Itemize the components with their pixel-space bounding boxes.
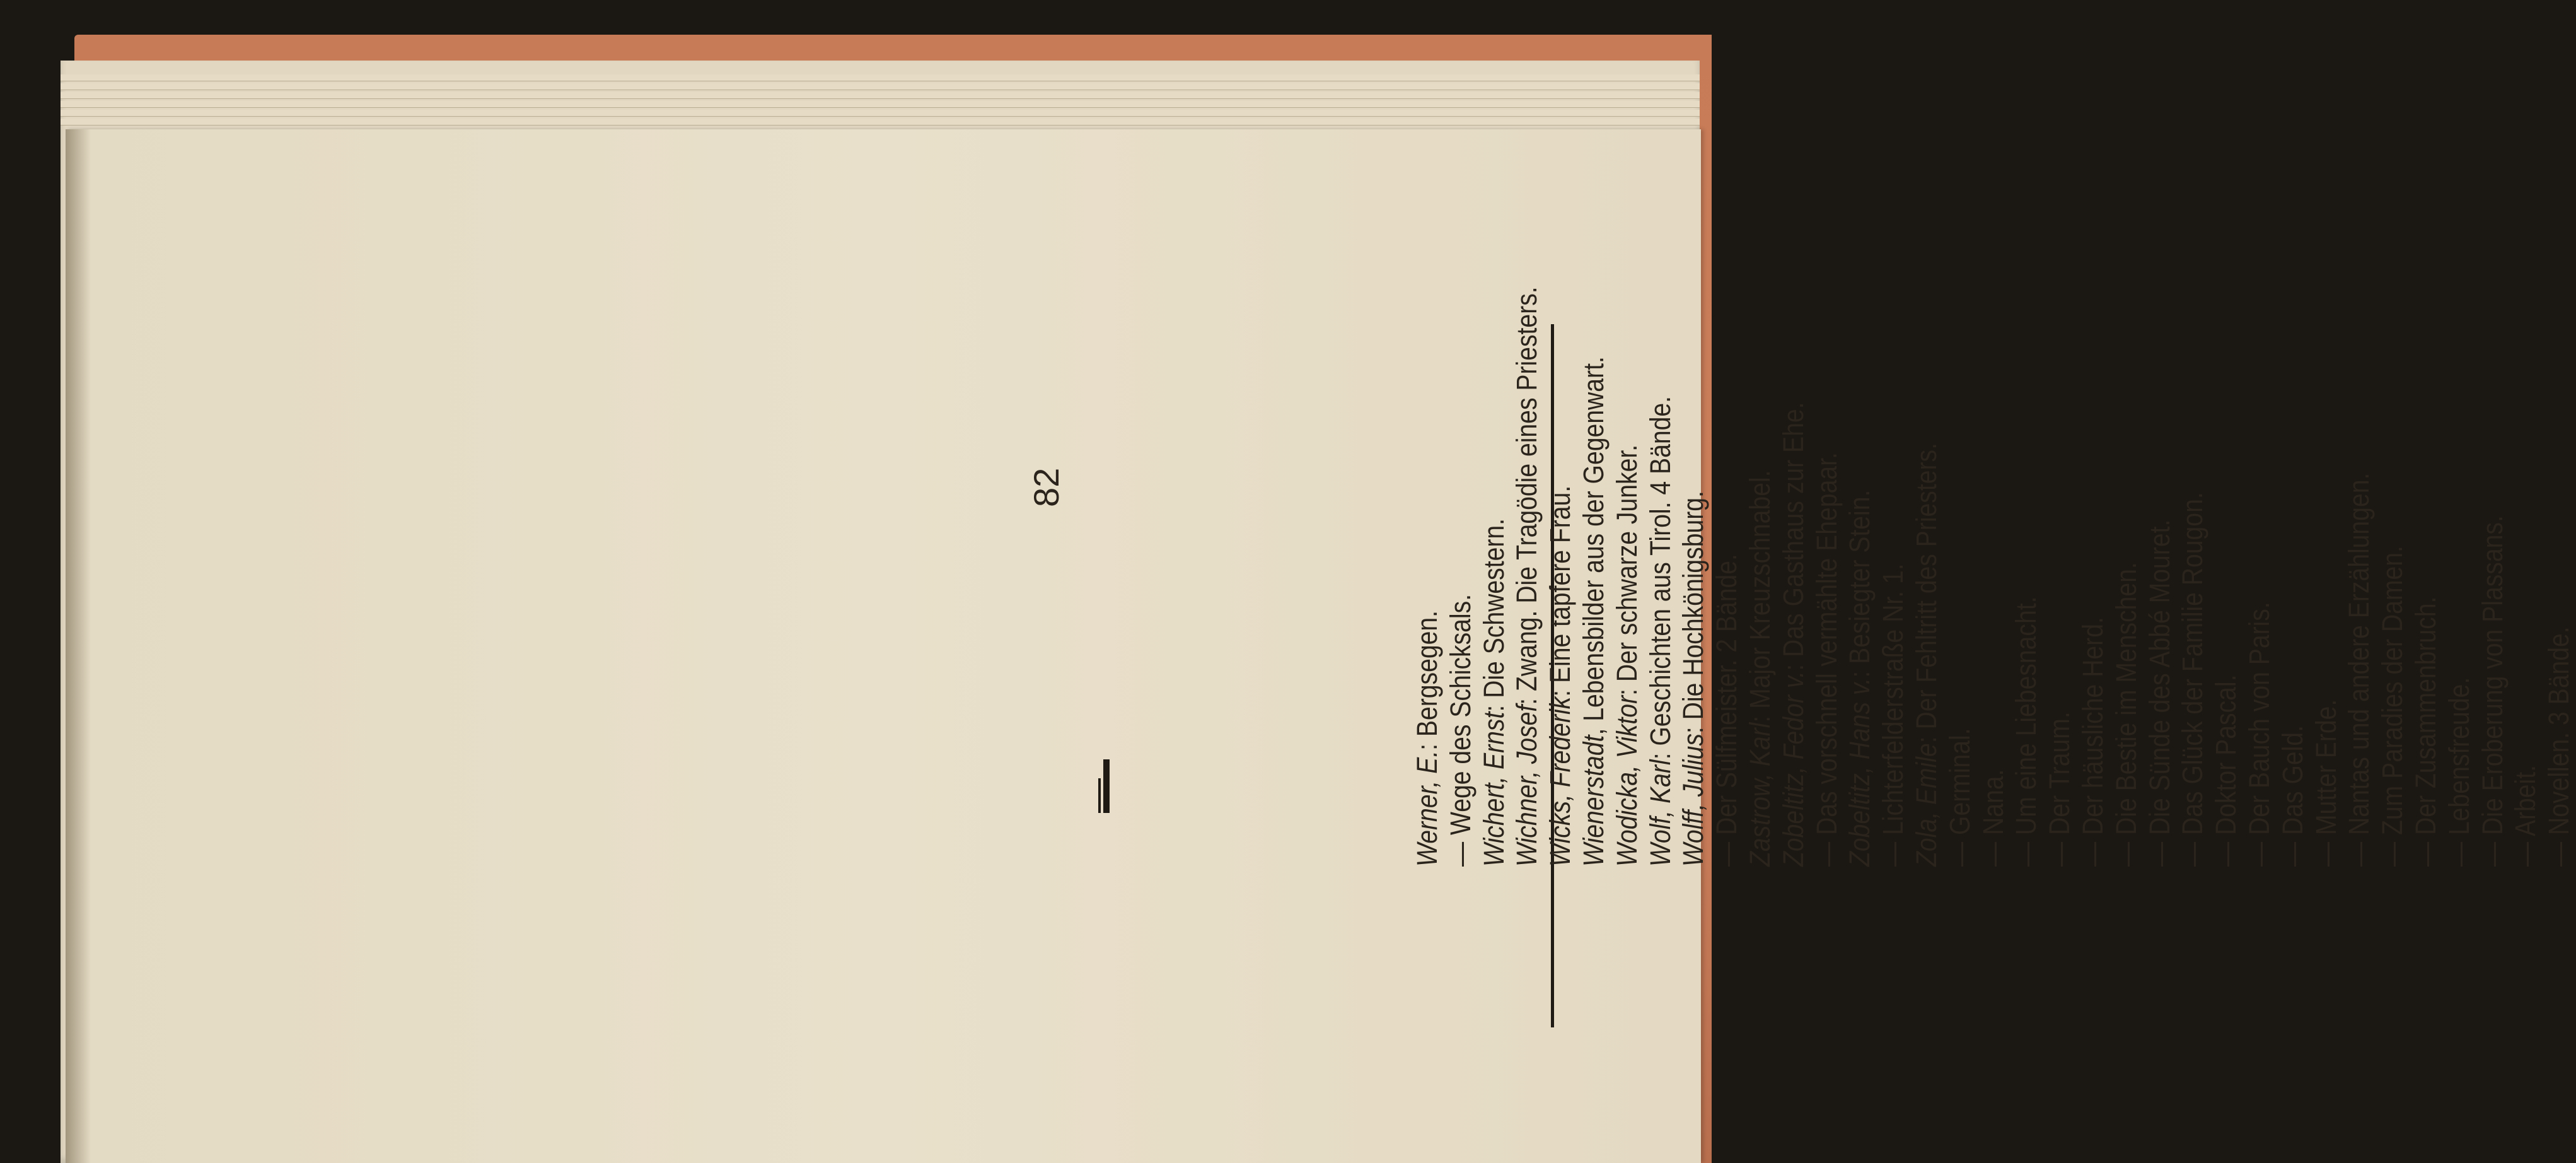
author-name: Zobeltitz, Hans v. xyxy=(1843,677,1876,867)
listing-entry xyxy=(1910,243,1944,867)
separator: : xyxy=(1411,737,1443,751)
separator: : xyxy=(1677,720,1710,734)
end-rule xyxy=(1103,759,1110,813)
listing-entry xyxy=(1944,243,1977,867)
ditto-dash: — xyxy=(2109,834,2142,867)
book-listing xyxy=(1411,141,2576,867)
book-title: Der Sülfmeister. 2 Bände. xyxy=(1710,554,1743,835)
listing-entry xyxy=(2144,243,2177,867)
ditto-dash: — xyxy=(2242,834,2275,867)
separator: : xyxy=(1610,682,1643,696)
author-name: Zobeltitz, Fedor v. xyxy=(1777,670,1809,867)
ditto-dash: — xyxy=(2176,834,2209,867)
ditto-dash: — xyxy=(2376,834,2409,867)
listing-entry xyxy=(1677,243,1710,867)
listing-entry xyxy=(2443,243,2476,867)
listing-entry xyxy=(1611,243,1644,867)
page-number: 82 xyxy=(1026,467,1066,507)
ditto-dash: — xyxy=(2276,834,2309,867)
listing-entry xyxy=(1977,243,2010,867)
book-title: Die Bestie im Menschen. xyxy=(2109,562,2142,835)
book-title: Der Fehltritt des Priesters. xyxy=(1910,443,1942,730)
end-rule-small xyxy=(1098,778,1101,813)
book-title: Die Eroberung von Plassans. xyxy=(2476,515,2509,835)
book-title: Um eine Liebesnacht. xyxy=(2010,596,2043,835)
book-title: Nana. xyxy=(1976,769,2009,835)
separator: : xyxy=(1843,663,1876,678)
listing-entry xyxy=(1644,243,1678,867)
separator: : xyxy=(1777,657,1809,671)
listing-entry xyxy=(1811,243,1844,867)
listing-entry xyxy=(1777,243,1811,867)
listing-entry xyxy=(2410,243,2443,867)
ditto-dash: — xyxy=(1976,834,2009,867)
book-title: Arbeit. xyxy=(2509,765,2542,837)
ditto-dash: — xyxy=(1877,834,1910,867)
ditto-dash: — xyxy=(2210,834,2242,867)
ditto-dash: — xyxy=(2043,834,2076,867)
book-title: Der häusliche Herd. xyxy=(2076,617,2109,835)
book-title: Das Geld. xyxy=(2276,725,2309,835)
ditto-dash: — xyxy=(2509,836,2542,867)
ditto-dash: — xyxy=(2476,834,2509,867)
book-title: Zwang. Die Tragödie eines Priesters. xyxy=(1511,286,1543,691)
listing-entry xyxy=(1710,243,1744,867)
listing-entry xyxy=(2176,243,2210,867)
author-name: Wolff, Julius xyxy=(1677,733,1710,867)
book-title: Die Sünde des Abbé Mouret. xyxy=(2143,519,2176,835)
book-title: Germinal. xyxy=(1943,728,1976,835)
listing-entry xyxy=(2243,243,2277,867)
listing-entry xyxy=(1843,243,1877,867)
book-title: Das vorschnell vermählte Ehepaar. xyxy=(1810,452,1843,835)
book-title: Major Kreuzschnabel. xyxy=(1743,470,1776,709)
book-title: Besiegter Stein. xyxy=(1843,489,1876,664)
listing-entry xyxy=(1744,243,1777,867)
ditto-dash: — xyxy=(2143,834,2176,867)
author-name: Werner, E. xyxy=(1411,750,1443,867)
book-title: Bergsegen. xyxy=(1411,610,1443,737)
separator: : xyxy=(1910,729,1942,744)
listing-entry xyxy=(1444,243,1478,867)
listing-entry xyxy=(1544,243,1577,867)
listing-entry xyxy=(2210,243,2243,867)
listing-entry xyxy=(2509,243,2543,867)
book-title: Eine tapfere Frau. xyxy=(1544,485,1577,684)
book-title: Das Gasthaus zur Ehe. xyxy=(1777,402,1809,657)
ditto-dash: — xyxy=(2309,834,2342,867)
listing-entry xyxy=(2343,243,2376,867)
book-title: Mutter Erde. xyxy=(2309,699,2342,835)
ditto-dash: — xyxy=(1444,834,1477,867)
listing-entry xyxy=(1411,243,1444,867)
separator: : xyxy=(1477,698,1510,712)
book-title: Die Schwestern. xyxy=(1477,518,1510,698)
ditto-dash: — xyxy=(1943,834,1976,867)
listing-entry xyxy=(1577,243,1611,867)
listing-entry xyxy=(1511,243,1544,867)
separator: : xyxy=(1544,683,1577,697)
separator: : xyxy=(1644,745,1676,760)
ditto-dash: — xyxy=(2543,834,2575,867)
listing-entry xyxy=(2476,243,2510,867)
author-name: Wichner, Josef xyxy=(1511,704,1543,867)
book-title: Lichterfelderstraße Nr. 1. xyxy=(1877,563,1910,835)
listing-entry xyxy=(1478,243,1511,867)
ditto-dash: — xyxy=(2442,834,2475,867)
listing-entry xyxy=(2110,243,2144,867)
listing-entry xyxy=(2543,243,2576,867)
ditto-dash: — xyxy=(2409,834,2442,867)
book-title: Zum Paradies der Damen. xyxy=(2376,546,2409,835)
author-name: Wichert, Ernst xyxy=(1477,711,1510,867)
ditto-dash: — xyxy=(2076,834,2109,867)
listing-entry xyxy=(1877,243,1910,867)
author-name: Wienerstadt xyxy=(1577,735,1610,867)
author-name: Wicks, Frederik xyxy=(1544,696,1577,867)
author-name: Wolf, Karl xyxy=(1644,759,1676,867)
author-name: Zastrow, Karl xyxy=(1743,722,1776,867)
book-title: Nantas und andere Erzählungen. xyxy=(2343,472,2376,835)
book-title: Wege des Schicksals. xyxy=(1444,593,1477,835)
ditto-dash: — xyxy=(2010,834,2043,867)
book-title: Novellen. 3 Bände. xyxy=(2543,626,2575,835)
book-title: Doktor Pascal. xyxy=(2210,674,2242,835)
listing-entry xyxy=(2077,243,2110,867)
book-title: Das Glück der Familie Rougon. xyxy=(2176,492,2209,835)
listing-entry xyxy=(2043,243,2077,867)
ditto-dash: — xyxy=(1710,834,1743,867)
author-name: Zola, Emile xyxy=(1910,743,1942,867)
book-title: Der Bauch von Paris. xyxy=(2242,602,2275,835)
book-title: Die Hochkönigsburg. xyxy=(1677,491,1710,720)
book-title: Der schwarze Junker. xyxy=(1610,444,1643,682)
book-title: Der Zusammenbruch. xyxy=(2409,596,2442,835)
separator: , xyxy=(1577,721,1610,735)
listing-entry xyxy=(2277,243,2310,867)
ditto-dash: — xyxy=(2343,834,2376,867)
listing-entry xyxy=(2310,243,2343,867)
listing-entry xyxy=(2376,243,2410,867)
book-title: Geschichten aus Tirol. 4 Bände. xyxy=(1644,395,1676,746)
book-title: Lebensbilder aus der Gegenwart. xyxy=(1577,356,1610,722)
book-title: Der Traum. xyxy=(2043,711,2076,835)
separator: : xyxy=(1743,708,1776,723)
separator: : xyxy=(1511,691,1543,705)
ditto-dash: — xyxy=(1810,834,1843,867)
listing-entry xyxy=(2010,243,2043,867)
author-name: Wodicka, Viktor xyxy=(1610,695,1643,867)
book-title: Lebensfreude. xyxy=(2442,677,2475,835)
